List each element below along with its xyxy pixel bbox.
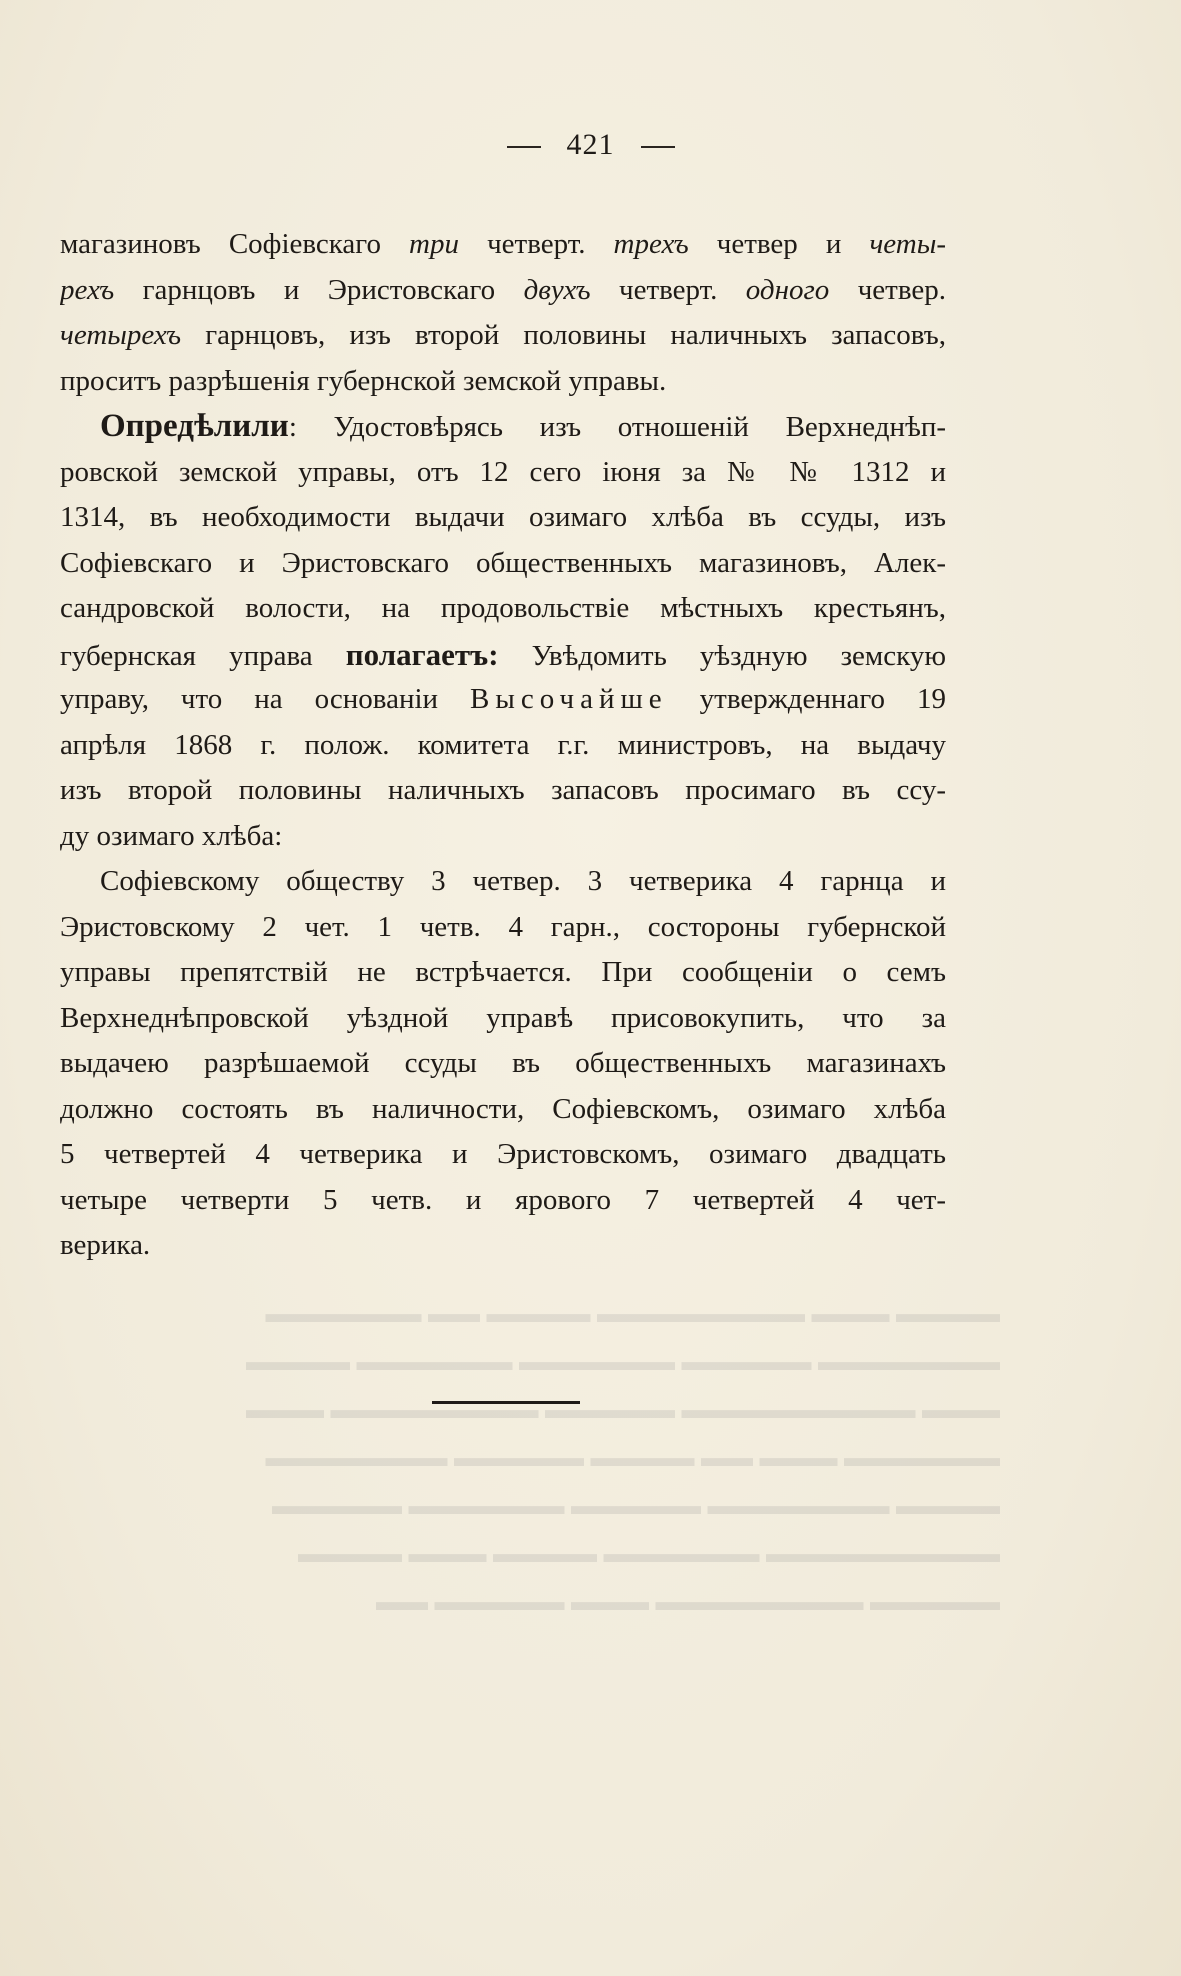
text-line: четыре четверти 5 четв. и ярового 7 четвертей 4 чет- xyxy=(60,1183,946,1216)
text-line: рехъ гарнцовъ и Эристовскаго двухъ четверт. одного четвер. xyxy=(60,273,946,306)
text-line: выдачею разрѣшаемой ссуды въ общественныхъ магазинахъ xyxy=(60,1047,946,1079)
reverse-side-show-through: ▬▬▬▬ ▬▬▬ ▬▬▬▬▬▬▬▬ ▬▬▬▬ ▬▬ ▬▬▬▬▬▬ ▬▬▬▬▬▬▬ ▬▬▬▬▬ ▬▬▬▬▬▬ ▬▬▬▬▬▬ ▬▬▬▬ ▬▬▬ ▬▬▬▬▬▬▬▬▬ ▬▬▬▬▬ ▬▬▬▬▬▬▬▬ ▬▬▬ ▬▬▬▬▬▬ ▬▬▬ ▬▬ ▬▬▬▬ ▬▬▬▬▬ ▬▬▬▬▬▬▬ ▬▬▬▬ ▬▬▬▬▬▬▬ ▬▬▬▬▬ ▬▬▬▬▬▬ ▬▬▬▬▬ ▬▬▬▬▬▬▬▬▬ ▬▬▬▬▬▬ ▬▬▬▬ ▬▬▬ ▬▬▬▬ ▬▬▬▬▬ ▬▬▬▬▬▬▬▬ ▬▬▬ ▬▬▬▬▬ ▬▬ xyxy=(246,1299,1000,1616)
text-line: Эристовскому 2 чет. 1 четв. 4 гарн., состороны губернской xyxy=(60,910,946,943)
text-line: 1314, въ необходимости выдачи озимаго хлѣба въ ссуды, изъ xyxy=(60,501,946,533)
decision-keyword: полагаетъ: xyxy=(345,636,499,672)
text-line: 5 четвертей 4 четверика и Эристовскомъ, озимаго двадцать xyxy=(60,1138,946,1170)
text-line: изъ второй половины наличныхъ запасовъ просимаго въ ссу- xyxy=(60,774,946,806)
text-line: управу, что на основанiи Высочайше утвержденнаго 19 xyxy=(60,683,946,715)
spaced-word: Высочайше xyxy=(470,683,668,715)
page-number-dash-right xyxy=(641,146,675,148)
text-line: Софiевскому обществу 3 четвер. 3 четверика 4 гарнца и xyxy=(100,865,946,897)
resolution-heading: Опредѣлили xyxy=(100,408,289,444)
text-line: Опредѣлили: Удостовѣрясь изъ отношенiй Верхнеднѣп- xyxy=(100,408,946,444)
text-line: губернская управа полагаетъ: Увѣдомить уѣздную земскую xyxy=(60,636,946,672)
text-line: магазиновъ Софiевскаго три четверт. трехъ четвер и четы- xyxy=(60,228,946,260)
text-line: ровской земской управы, отъ 12 сего iюня за № № 1312 и xyxy=(60,455,946,488)
page-number-dash-left xyxy=(507,146,541,148)
section-divider xyxy=(432,1401,580,1404)
text-line: апрѣля 1868 г. полож. комитета г.г. министровъ, на выдачу xyxy=(60,728,946,761)
text-line: проситъ разрѣшенiя губернской земской управы. xyxy=(60,364,667,397)
text-line: должно состоять въ наличности, Софiевскомъ, озимаго хлѣба xyxy=(60,1092,946,1125)
page-number-value: 421 xyxy=(566,128,615,161)
text-line: ду озимаго хлѣба: xyxy=(60,819,283,852)
text-line: верика. xyxy=(60,1229,151,1261)
text-line: Верхнеднѣпровской уѣздной управѣ присовокупить, что за xyxy=(60,1001,946,1034)
page-number xyxy=(0,128,1181,162)
body-text xyxy=(60,222,946,1269)
text-line: четырехъ гарнцовъ, изъ второй половины наличныхъ запасовъ, xyxy=(60,319,946,351)
text-line: управы препятствiй не встрѣчается. При сообщенiи о семъ xyxy=(60,956,946,988)
text-line: сандровской волости, на продовольствiе мѣстныхъ крестьянъ, xyxy=(60,592,946,624)
text-line: Софiевскаго и Эристовскаго общественныхъ магазиновъ, Алек- xyxy=(60,546,946,579)
